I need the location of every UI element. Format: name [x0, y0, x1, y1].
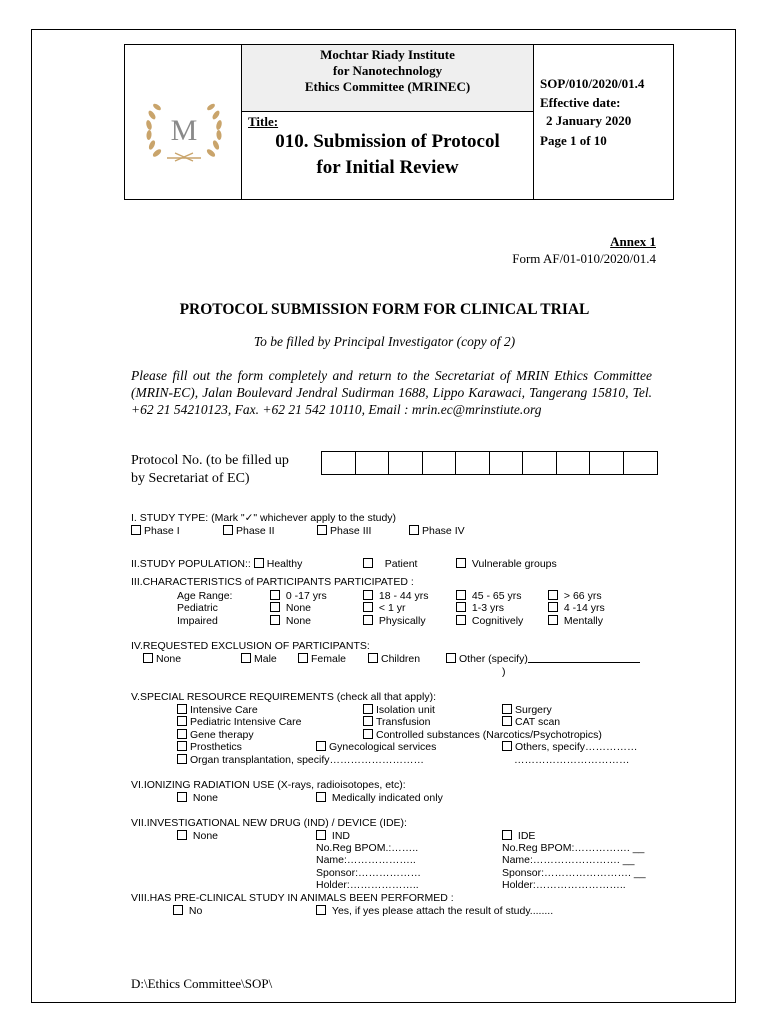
institute-line3: Ethics Committee (MRINEC) — [304, 79, 471, 94]
study-population-heading: II.STUDY POPULATION:: Healthy — [131, 558, 303, 570]
header-table — [124, 44, 674, 200]
age-45-65[interactable]: 45 - 65 yrs — [456, 590, 522, 602]
protocol-no-label1: Protocol No. (to be filled up — [131, 453, 289, 468]
transfusion-option[interactable]: Transfusion — [363, 716, 430, 728]
radiation-medical[interactable]: Medically indicated only — [316, 792, 443, 804]
logo-letter: M — [170, 114, 198, 147]
other-specify-line[interactable] — [528, 653, 640, 663]
others-specify-line[interactable]: …………………………… — [514, 754, 630, 766]
exclusion-children[interactable]: Children — [368, 653, 420, 665]
ide-reg-bpom[interactable]: No.Reg BPOM:……………. __ — [502, 842, 645, 854]
checkbox[interactable] — [363, 558, 373, 568]
age-18-44[interactable]: 18 - 44 yrs — [363, 590, 429, 602]
preclinical-no[interactable]: No — [173, 905, 202, 917]
isolation-unit-option[interactable]: Isolation unit — [363, 704, 435, 716]
controlled-substances-option[interactable]: Controlled substances (Narcotics/Psychotropics) — [363, 729, 602, 741]
impaired-mentally[interactable]: Mentally — [548, 615, 603, 627]
phase-1-option[interactable]: Phase I — [131, 525, 180, 537]
institute-line2: for Nanotechnology — [332, 63, 443, 78]
characteristics-heading: III.CHARACTERISTICS of PARTICIPANTS PARTICIPATED : — [131, 576, 414, 588]
footer-file-path: D:\Ethics Committee\SOP\ — [131, 976, 273, 991]
protocol-no-label2: by Secretariat of EC) — [131, 471, 250, 486]
resources-heading: V.SPECIAL RESOURCE REQUIREMENTS (check all that apply): — [131, 691, 436, 703]
impaired-physically[interactable]: Physically — [363, 615, 426, 627]
checkbox[interactable] — [456, 558, 466, 568]
exclusion-none[interactable]: None — [143, 653, 181, 665]
vulnerable-option[interactable]: Vulnerable groups — [456, 558, 557, 570]
institute-logo — [143, 95, 225, 167]
pediatric-none[interactable]: None — [270, 602, 311, 614]
surgery-option[interactable]: Surgery — [502, 704, 552, 716]
ind-reg-bpom[interactable]: No.Reg BPOM.:…….. — [316, 842, 419, 854]
ind-ide-heading: VII.INVESTIGATIONAL NEW DRUG (IND) / DEVICE (IDE): — [131, 817, 407, 829]
phase-4-option[interactable]: Phase IV — [409, 525, 465, 537]
pediatric-under-1[interactable]: < 1 yr — [363, 602, 405, 614]
instructions: Please fill out the form completely and return to the Secretariat of MRIN Ethics Committee (MRIN-EC), Jalan Boulevard Jendral Sudirman 1688, Lippo Karawaci, Tangerang 15810, Tel. +62 21 54210123, Fax. +62 21 542 10110, Email : mrin.ec@mrinstiute.org — [131, 368, 652, 417]
checkbox[interactable] — [317, 525, 327, 535]
pediatric-icu-option[interactable]: Pediatric Intensive Care — [177, 716, 301, 728]
ind-holder[interactable]: Holder:……………….. — [316, 879, 419, 891]
title-line1: 010. Submission of Protocol — [275, 131, 500, 152]
age-0-17[interactable]: 0 -17 yrs — [270, 590, 327, 602]
study-type-heading: I. STUDY TYPE: (Mark "✓" whichever apply to the study) — [131, 512, 397, 524]
gene-therapy-option[interactable]: Gene therapy — [177, 729, 254, 741]
ind-option[interactable]: IND — [316, 830, 350, 842]
protocol-no-input[interactable] — [321, 451, 658, 475]
preclinical-yes[interactable]: Yes, if yes please attach the result of study........ — [316, 905, 553, 917]
title-line2: for Initial Review — [316, 157, 459, 178]
prosthetics-option[interactable]: Prosthetics — [177, 741, 242, 753]
radiation-none[interactable]: None — [177, 792, 218, 804]
institute-line1: Mochtar Riady Institute — [320, 47, 455, 62]
checkbox[interactable] — [223, 525, 233, 535]
pediatric-1-3[interactable]: 1-3 yrs — [456, 602, 504, 614]
exclusion-heading: IV.REQUESTED EXCLUSION OF PARTICIPANTS: — [131, 640, 370, 652]
form-subtitle: To be filled by Principal Investigator (copy of 2) — [253, 334, 516, 349]
phase-3-option[interactable]: Phase III — [317, 525, 371, 537]
exclusion-female[interactable]: Female — [298, 653, 346, 665]
patient-option[interactable]: Patient — [363, 558, 417, 570]
intensive-care-option[interactable]: Intensive Care — [177, 704, 258, 716]
ide-option[interactable]: IDE — [502, 830, 535, 842]
effective-label: Effective date: — [540, 95, 621, 110]
form-number: Form AF/01-010/2020/01.4 — [512, 251, 656, 266]
organ-transplant-option[interactable]: Organ transplantation, specify……………………… — [177, 754, 424, 766]
checkbox[interactable] — [409, 525, 419, 535]
impaired-cognitively[interactable]: Cognitively — [456, 615, 523, 627]
ind-ide-none[interactable]: None — [177, 830, 218, 842]
ind-name[interactable]: Name:……………….. — [316, 854, 416, 866]
ide-sponsor[interactable]: Sponsor:……………………. __ — [502, 867, 646, 879]
checkbox-healthy[interactable] — [254, 558, 264, 568]
annex-label: Annex 1 — [610, 234, 656, 249]
pediatric-4-14[interactable]: 4 -14 yrs — [548, 602, 605, 614]
ide-holder[interactable]: Holder:…………………….. — [502, 879, 626, 891]
sop-number: SOP/010/2020/01.4 — [540, 76, 645, 91]
cat-scan-option[interactable]: CAT scan — [502, 716, 560, 728]
exclusion-other[interactable]: Other (specify) — [446, 653, 640, 665]
pediatric-label: Pediatric — [177, 602, 218, 614]
title-label: Title: — [248, 114, 279, 129]
checkbox[interactable] — [131, 525, 141, 535]
others-specify-option[interactable]: Others, specify…………… — [502, 741, 638, 753]
ind-sponsor[interactable]: Sponsor:……………… — [316, 867, 422, 879]
exclusion-close-paren: ) — [502, 666, 506, 678]
effective-date: 2 January 2020 — [546, 113, 632, 128]
phase-2-option[interactable]: Phase II — [223, 525, 275, 537]
radiation-heading: VI.IONIZING RADIATION USE (X-rays, radioisotopes, etc): — [131, 779, 406, 791]
ide-name[interactable]: Name:……………………. __ — [502, 854, 635, 866]
form-title: PROTOCOL SUBMISSION FORM FOR CLINICAL TRIAL — [179, 301, 590, 318]
gynecological-option[interactable]: Gynecological services — [316, 741, 436, 753]
preclinical-heading: VIII.HAS PRE-CLINICAL STUDY IN ANIMALS BEEN PERFORMED : — [131, 892, 454, 904]
page-number: Page 1 of 10 — [540, 133, 607, 148]
document-page — [31, 29, 736, 1003]
impaired-none[interactable]: None — [270, 615, 311, 627]
age-range-label: Age Range: — [177, 590, 233, 602]
age-66-plus[interactable]: > 66 yrs — [548, 590, 602, 602]
exclusion-male[interactable]: Male — [241, 653, 277, 665]
impaired-label: Impaired — [177, 615, 218, 627]
